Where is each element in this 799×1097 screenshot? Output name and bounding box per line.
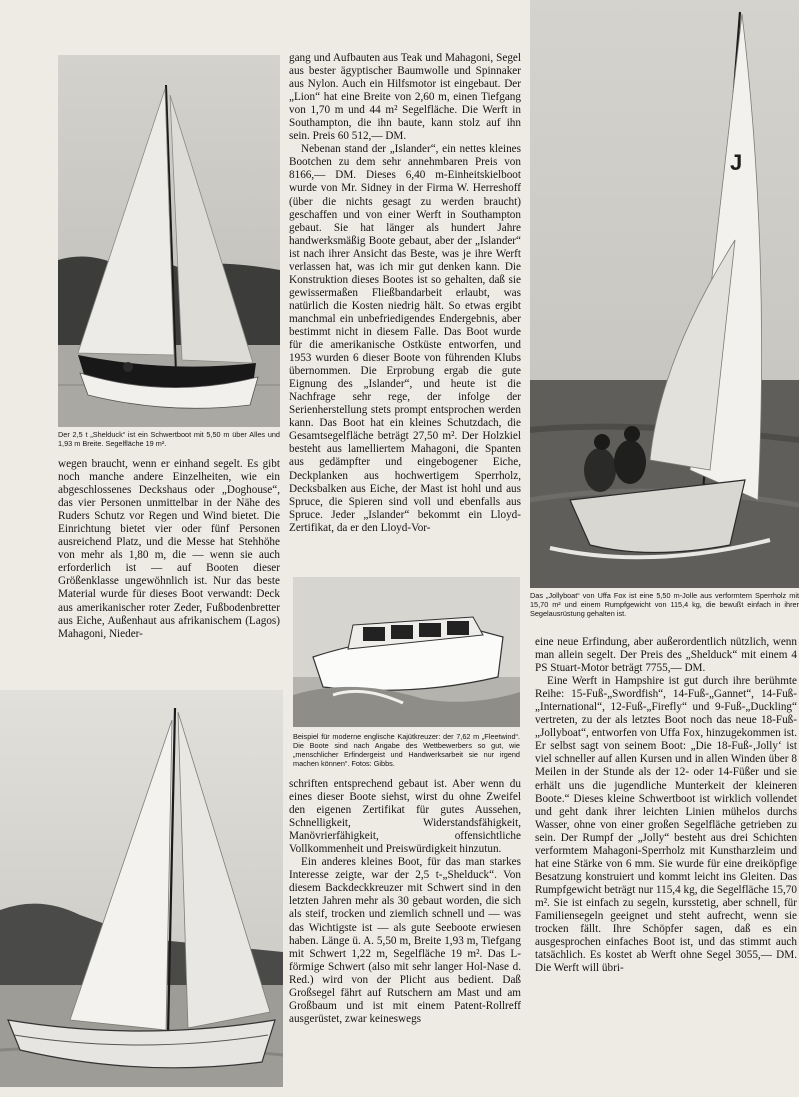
fleetwind-caption: Beispiel für moderne englische Kajütkreuzer: der 7,62 m „Fleetwind“. Die Boote sind nach Angabe des Wettbewerbers so gut, wie „menschlicher Erfindergeist und Handwerksarbeit sie nur irgend machen können“. Fotos: Gibbs. xyxy=(293,732,520,768)
middle-column-paragraph: Nebenan stand der „Islander“, ein nettes kleines Bootchen zu dem sehr annehmbaren Preis von 8166,— DM. Dieses 6,40 m-Einheitskielboot wurde von Mr. Sidney in der Firma W. Herreshoff (über die nichts gesagt zu werden braucht) geschaffen und von einer Werft in Southampton gebaut. Sie hat länger als hundert Jahre handwerksmäßig Boote gebaut, aber der „Islander“ ist nach ihrer Ansicht das Beste, was je ihre Werft verlassen hat, was ich mir gut denken kann. Die Konstruktion dieses Bootes ist so gehalten, daß sie gewissermaßen Fließbandarbeit erlaubt, was natürlich die Kosten niedrig hält. So etwas ergibt manchmal ein unbefriedigendes Endergebnis, aber bestimmt nicht in diesem Falle. Das Boot wurde für die amerikanische Ostküste entworfen, und 1953 wurden 6 dieser Boote von führenden Klubs übernommen. Die Erprobung ergab die gute Eignung des „Islander“, und heute ist die Nachfrage sehr rege, der infolge der Serienherstellung stets prompt entsprochen werden kann. Das Boot hat ein kleines Schutzdach, die Gesamtsegelfläche beträgt 27,50 m². Der Holzkiel besteht aus lamelliertem Mahagoni, die Spanten aus gedämpfter und eingebogener Eiche, Deckplanken aus hochwertigem Sperrholz, Decksbalken aus Eiche, der Mast ist hohl und aus Spruce, die Spieren sind voll und ebenfalls aus Spruce. Jeder „Islander“ bekommt ein Lloyd-Zertifikat, da er den Lloyd-Vor- xyxy=(289,143,521,534)
middle-column-paragraph: Ein anderes kleines Boot, für das man starkes Interesse zeigte, war der 2,5 t-„Shelduck“. Von diesem Backdeckkreuzer mit Schwert sind in den letzten Jahren mehr als 30 gebaut worden, die sich als steif, trocken und ziemlich schnell und — was das Wichtigste ist — als gute Seeboote erwiesen haben. Länge ü. A. 5,50 m, Breite 1,93 m, Tiefgang mit Schwert 1,22 m, Segelfläche 19 m². Das L-förmige Schwert (also mit sehr langer Hol-Nase d. Red.) wird von der Plicht aus bedient. Daß Großsegel fährt auf Rutschern am Mast und am Großbaum und ist mit einem Patent-Rollreff ausgerüstet, zwar keineswegs xyxy=(289,856,521,1025)
jollyboat-photo xyxy=(530,0,799,588)
middle-column-top-text xyxy=(289,52,521,535)
middle-column-paragraph: schriften entsprechend gebaut ist. Aber wenn du eines dieser Boote siehst, wirst du ohne Zweifel den eigenen Zertifikat für gutes Aussehen, Schnelligkeit, Widerstandsfähigkeit, Manövrierfähigkeit, offensichtliche Vollkommenheit und Preiswürdigkeit hinzutun. xyxy=(289,778,521,856)
middle-column-paragraph: gang und Aufbauten aus Teak und Mahagoni, Segel aus bester ägyptischer Baumwolle und Spinnaker aus Nylon. Auch ein Hilfsmotor ist eingebaut. Der „Lion“ hat eine Breite von 2,60 m, einen Tiefgang von 1,70 m und 44 m² Segelfläche. Die Werft in Southampton, die ihn baute, kann stolz auf ihn sein. Preis 60 512,— DM. xyxy=(289,52,521,143)
shelduck-photo xyxy=(58,55,280,427)
islander-photo xyxy=(0,690,283,1087)
sail-lettering: J xyxy=(730,150,743,175)
middle-column-bottom-text xyxy=(289,778,521,1026)
right-column-paragraph: eine neue Erfindung, aber außerordentlich nützlich, wenn man allein segelt. Der Preis des „Shelduck“ mit einem 4 PS Stuart-Motor beträgt 7755,— DM. xyxy=(535,636,797,675)
shelduck-caption: Der 2,5 t „Shelduck“ ist ein Schwertboot mit 5,50 m über Alles und 1,93 m Breite. Segelfläche 19 m². xyxy=(58,430,280,448)
jollyboat-caption: Das „Jollyboat“ von Uffa Fox ist eine 5,50 m-Jolle aus verformtem Sperrholz mit 15,70 m² und einem Rumpfgewicht von 115,4 kg, die bewußt einfach in ihrer Segelausrüstung gehalten ist. xyxy=(530,591,799,618)
right-column-text xyxy=(535,636,797,975)
left-column-text xyxy=(58,458,280,641)
fleetwind-photo xyxy=(293,577,520,727)
left-column-paragraph: wegen braucht, wenn er einhand segelt. Es gibt noch manche andere Einzelheiten, wie ein abgeschlossenes Deckshaus oder „Doghouse“, das vier Personen unmittelbar in der Nähe des Ruders Schutz vor Regen und Wind bietet. Die Einrichtung bietet vier oder fünf Personen ausreichend Platz, und die Messe hat Stehhöhe von mehr als 1,80 m, die — wenn sie auch erforderlich ist — auf Booten dieser Größenklasse ungewöhnlich ist. Nur das beste Material wurde für dieses Boot verwandt: Deck aus amerikanischer roter Zeder, Fußbodenbretter aus Eiche, Außenhaut aus afrikanischem (Lagos) Mahagoni, Nieder- xyxy=(58,458,280,640)
right-column-paragraph: Eine Werft in Hampshire ist gut durch ihre berühmte Reihe: 15-Fuß-„Swordfish“, 14-Fuß-„Gannet“, 14-Fuß-„International“, 12-Fuß-„Firefly“ und 9-Fuß-„Duckling“ vertreten, zu der als letztes Boot noch das neue 18-Fuß-„Jollyboat“, entworfen von Uffa Fox, hinzugekommen ist. Er selbst sagt von seinem Boot: „Die 18-Fuß-‚Jolly‘ ist viel schneller auf allen Kursen und in allen Winden über 8 Meilen in der Stunde als der 12- oder 14-Füßer und sie erhält uns die jugendliche Munterkeit der kleineren Boote.“ Dieses kleine Schwertboot ist wirklich vollendet und geht dank ihrer leichten Linien mühelos durchs Wasser, ohne von einer großen Segelfläche getrieben zu sein. Der Rumpf der „Jolly“ besteht aus drei Schichten verformtem Mahagoni-Sperrholz mit Kunstharzleim und hat eine Stärke von 6 mm. Sie wurde für eine dreiköpfige Besatzung konstruiert und kommt leicht ins Gleiten. Das Rumpfgewicht beträgt nur 115,4 kg, die Segelfläche 15,70 m². Sie ist einfach zu segeln, kursstetig, aber schnell, für Familiensegeln geeignet und steht aufrecht, wenn sie trocken fällt. Ihre Schöpfer sagen, daß es ein ausgesprochen einfaches Boot ist, und das stimmt auch tatsächlich. Es kostet ab Werft ohne Segel 3055,— DM. Die Werft will übri- xyxy=(535,675,797,975)
